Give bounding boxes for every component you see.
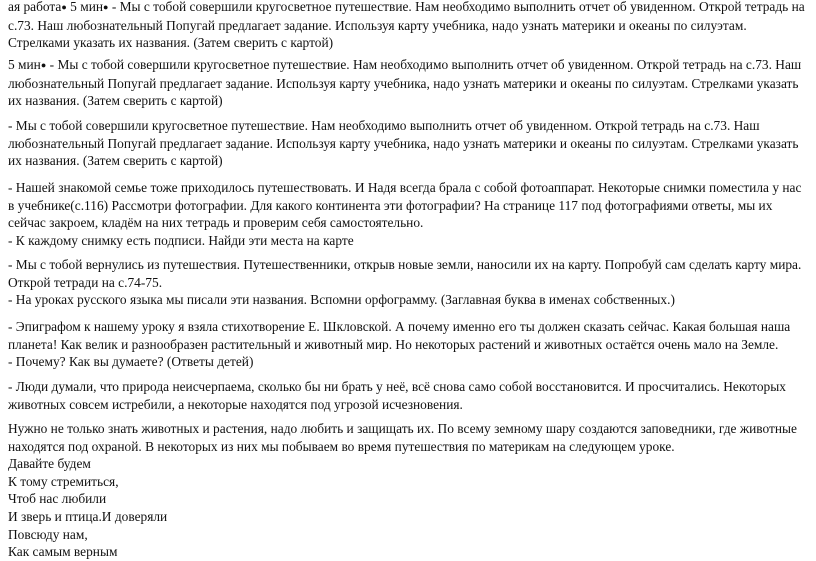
- bullet-icon: ●: [103, 2, 109, 12]
- paragraph-4: [8, 179, 810, 249]
- paragraph-text: 5 мин: [8, 57, 41, 72]
- paragraph-text: - Мы с тобой совершили кругосветное путешествие. Нам необходимо выполнить отчет об увиденном. Открой тетрадь на с.73. Наш любознательный Попугай предлагает задание. Используя карту учебника, надо узнать материки и океаны по силуэтам. Стрелками указать их названия. (Затем сверить с картой): [8, 0, 805, 51]
- paragraph-text: И зверь и птица.И доверяли: [8, 508, 168, 524]
- paragraph-text: Нужно не только знать животных и растения, надо любить и защищать их. По всему земному шару создаются заповедники, где животные находятся под охраной. В некоторых из них мы побываем во время путешествия по материкам на следующем уроке.: [8, 421, 797, 454]
- paragraph-text: ая работа: [8, 0, 62, 14]
- paragraph-text: 5 мин: [66, 0, 104, 14]
- paragraph-text: Давайте будем: [8, 456, 91, 472]
- bullet-icon: ●: [40, 60, 47, 70]
- bullet-icon: ●: [61, 2, 67, 12]
- paragraph-text: - Нашей знакомой семье тоже приходилось путешествовать. И Надя всегда брала с собой фотоаппарат. Некоторые снимки поместила у нас в учебнике(с.116) Рассмотри фотографии. Для какого континента эти фотографии? На странице 117 под фотографиями ответы, мы их сейчас закроем, кладём на них тетрадь и проверим себя самостоятельно.: [8, 180, 802, 231]
- paragraph-text: Повсюду нам,: [8, 526, 88, 542]
- paragraph-7: [8, 378, 810, 413]
- paragraph-text: - К каждому снимку есть подписи. Найди эти места на карте: [8, 232, 354, 248]
- paragraph-text: Как самым верным: [8, 544, 118, 560]
- paragraph-text: - Мы с тобой совершили кругосветное путешествие. Нам необходимо выполнить отчет об увиденном. Открой тетрадь на с.73. Наш любознательный Попугай предлагает задание. Используя карту учебника, надо узнать материки и океаны по силуэтам. Стрелками указать их названия. (Затем сверить с картой): [8, 118, 799, 169]
- paragraph-text: К тому стремиться,: [8, 473, 119, 489]
- paragraph-text: - Люди думали, что природа неисчерпаема, сколько бы ни брать у неё, всё снова само собой восстановится. И просчитались. Некоторых животных совсем истребили, а некоторые находятся под угрозой исчезновения.: [8, 379, 786, 412]
- paragraph-8: [8, 420, 810, 561]
- paragraph-6: [8, 318, 810, 371]
- paragraph-3: [8, 117, 810, 170]
- paragraph-text: - Мы с тобой вернулись из путешествия. Путешественники, открыв новые земли, наносили их на карту. Попробуй сам сделать карту мира. Открой тетради на с.74-75.: [8, 257, 802, 290]
- paragraph-text: Чтоб нас любили: [8, 491, 107, 507]
- paragraph-1: [8, 0, 810, 52]
- paragraph-text: - Эпиграфом к нашему уроку я взяла стихотворение Е. Шкловской. А почему именно его ты должен сказать сейчас. Какая большая наша планета! Как велик и разнообразен растительный и животный мир. Но некоторых растений и животных остаётся очень мало на Земле.: [8, 319, 791, 352]
- paragraph-5: [8, 256, 810, 309]
- paragraph-text: - На уроках русского языка мы писали эти названия. Вспомни орфограмму. (Заглавная буква в именах собственных.): [8, 292, 675, 308]
- paragraph-text: - Почему? Как вы думаете? (Ответы детей): [8, 354, 254, 370]
- paragraph-text: - Мы с тобой совершили кругосветное путешествие. Нам необходимо выполнить отчет об увиденном. Открой тетрадь на с.73. Наш любознательный Попугай предлагает задание. Используя карту учебника, надо узнать материки и океаны по силуэтам. Стрелками указать их названия. (Затем сверить с картой): [8, 57, 802, 109]
- paragraph-2: [8, 56, 810, 110]
